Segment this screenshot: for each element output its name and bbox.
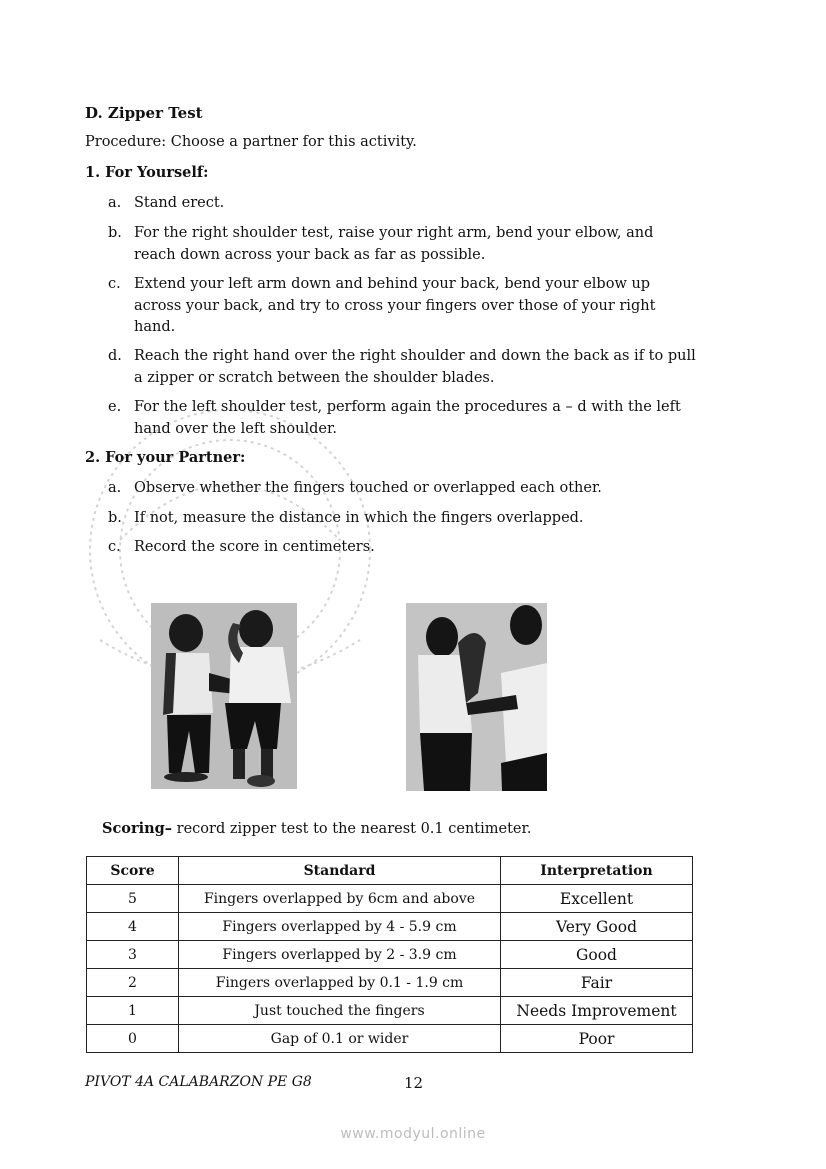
- column-header: Score: [87, 857, 179, 885]
- standard-cell: Just touched the fingers: [179, 997, 501, 1025]
- interpretation-cell: Fair: [501, 969, 693, 997]
- for-yourself-heading: 1. For Yourself:: [85, 164, 209, 181]
- scoring-text: record zipper test to the nearest 0.1 centimeter.: [172, 821, 532, 837]
- table-row: [87, 969, 693, 997]
- site-watermark: www.modyul.online: [340, 1126, 486, 1142]
- score-cell: 5: [87, 885, 179, 913]
- for-partner-heading: 2. For your Partner:: [85, 449, 246, 466]
- standard-cell: Fingers overlapped by 6cm and above: [179, 885, 501, 913]
- standard-cell: Fingers overlapped by 0.1 - 1.9 cm: [179, 969, 501, 997]
- list-item: b. If not, measure the distance in which the fingers overlapped.: [108, 510, 584, 526]
- score-cell: 2: [87, 969, 179, 997]
- list-item: a. Observe whether the fingers touched or overlapped each other.: [108, 480, 602, 496]
- footer-module-label: PIVOT 4A CALABARZON PE G8: [85, 1074, 312, 1090]
- zipper-test-photo-left: [151, 603, 297, 789]
- table-header-row: [87, 857, 693, 885]
- table-row: [87, 997, 693, 1025]
- column-header: Interpretation: [501, 857, 693, 885]
- interpretation-cell: Very Good: [501, 913, 693, 941]
- score-cell: 4: [87, 913, 179, 941]
- table-row: [87, 885, 693, 913]
- interpretation-cell: Good: [501, 941, 693, 969]
- list-item: c. Record the score in centimeters.: [108, 539, 375, 555]
- table-row: [87, 941, 693, 969]
- score-cell: 3: [87, 941, 179, 969]
- scoring-table: [86, 856, 693, 1053]
- interpretation-cell: Needs Improvement: [501, 997, 693, 1025]
- standard-cell: Fingers overlapped by 2 - 3.9 cm: [179, 941, 501, 969]
- procedure-text: Procedure: Choose a partner for this activity.: [85, 134, 417, 150]
- list-item: b. For the right shoulder test, raise your right arm, bend your elbow, and reach down across your back as far as possible.: [108, 225, 654, 263]
- list-item: a. Stand erect.: [108, 195, 225, 211]
- table-row: [87, 913, 693, 941]
- standard-cell: Fingers overlapped by 4 - 5.9 cm: [179, 913, 501, 941]
- column-header: Standard: [179, 857, 501, 885]
- scoring-note: [102, 820, 531, 837]
- score-cell: 1: [87, 997, 179, 1025]
- list-item: c. Extend your left arm down and behind your back, bend your elbow up across your back, and try to cross your fingers over those of your right hand.: [108, 276, 656, 335]
- score-cell: 0: [87, 1025, 179, 1053]
- list-item: e. For the left shoulder test, perform again the procedures a – d with the left hand over the left shoulder.: [108, 399, 681, 437]
- zipper-test-photo-right: [406, 603, 547, 791]
- table-row: [87, 1025, 693, 1053]
- scoring-label: Scoring–: [102, 820, 173, 837]
- list-item: d. Reach the right hand over the right shoulder and down the back as if to pull a zipper or scratch between the shoulder blades.: [108, 348, 696, 386]
- interpretation-cell: Poor: [501, 1025, 693, 1053]
- standard-cell: Gap of 0.1 or wider: [179, 1025, 501, 1053]
- section-heading: D. Zipper Test: [85, 104, 203, 122]
- interpretation-cell: Excellent: [501, 885, 693, 913]
- page-number: 12: [404, 1074, 424, 1092]
